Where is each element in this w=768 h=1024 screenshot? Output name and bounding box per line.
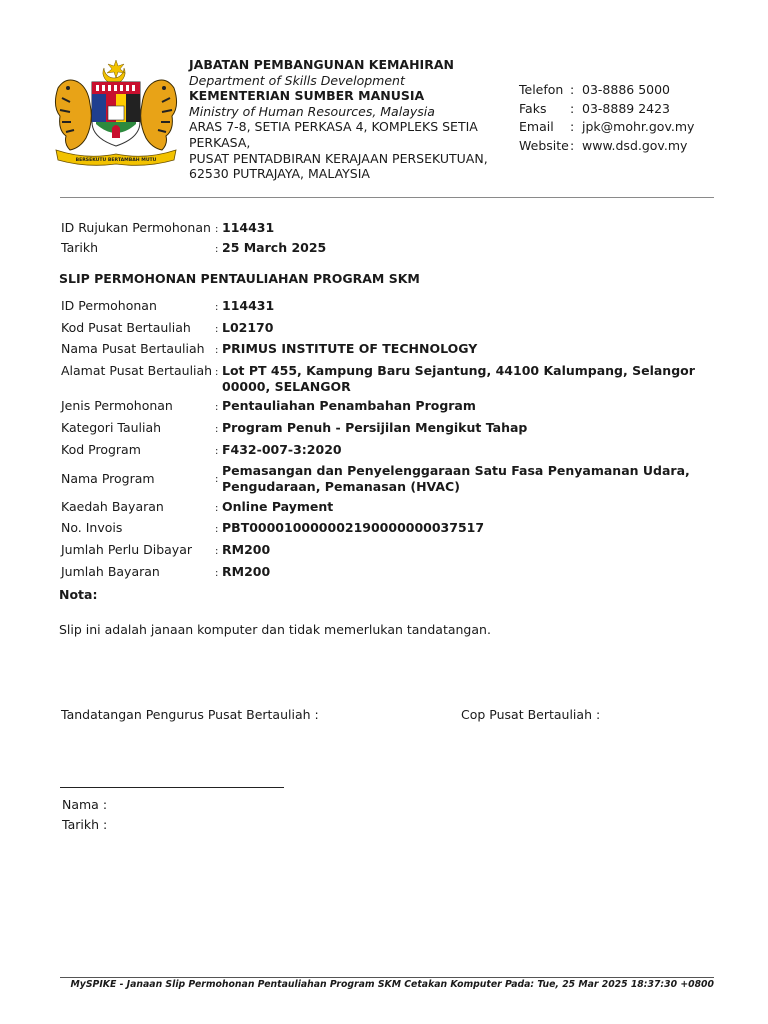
detail-row — [61, 363, 711, 395]
contact-label: Telefon — [519, 82, 564, 97]
contact-website — [519, 137, 759, 156]
slip-title: SLIP PERMOHONAN PENTAULIAHAN PROGRAM SKM — [59, 271, 420, 286]
contact-label: Faks — [519, 100, 547, 116]
field-value: 114431 — [222, 298, 275, 313]
organisation-block — [189, 57, 499, 182]
detail-row — [61, 398, 711, 416]
contact-separator: : — [570, 100, 575, 116]
field-label: Jenis Permohonan — [61, 398, 173, 414]
field-colon: : — [215, 524, 219, 536]
contact-label: Email — [519, 119, 554, 134]
field-label: Kategori Tauliah — [61, 419, 162, 435]
reference-row — [61, 220, 711, 240]
detail-row — [61, 463, 711, 495]
field-value: PRIMUS INSTITUTE OF TECHNOLOGY — [222, 341, 478, 357]
field-colon: : — [215, 474, 219, 486]
field-value: Pentauliahan Penambahan Program — [222, 398, 476, 414]
contact-value: 03-8889 2423 — [582, 100, 671, 116]
field-value: Online Payment — [222, 498, 334, 514]
field-value: RM200 — [222, 563, 271, 579]
contact-separator: : — [570, 82, 575, 97]
field-value: F432-007-3:2020 — [222, 441, 342, 457]
field-value: PBT000010000002190000000037517 — [222, 520, 485, 536]
field-colon: : — [215, 502, 219, 514]
detail-row — [61, 320, 711, 338]
detail-row — [61, 341, 711, 359]
address-line: ARAS 7-8, SETIA PERKASA 4, KOMPLEKS SETIA — [189, 119, 478, 135]
address-line: 62530 PUTRAJAYA, MALAYSIA — [189, 166, 370, 182]
nota-label: Nota: — [59, 587, 98, 602]
detail-row — [61, 298, 711, 316]
agency-name-en: Department of Skills Development — [189, 72, 405, 88]
field-label: Tarikh — [61, 239, 98, 255]
contact-email — [519, 118, 759, 137]
field-label: Jumlah Perlu Dibayar — [61, 541, 192, 557]
field-label: Kod Program — [61, 441, 141, 457]
signature-line — [60, 787, 284, 788]
contact-value: 03-8886 5000 — [582, 82, 671, 97]
field-label: ID Rujukan Permohonan — [61, 220, 211, 235]
detail-row — [61, 520, 711, 538]
ministry-name-en: Ministry of Human Resources, Malaysia — [189, 103, 435, 119]
detail-row — [61, 420, 711, 438]
field-colon: : — [215, 545, 219, 557]
field-label: ID Permohonan — [61, 298, 157, 313]
field-label: Alamat Pusat Bertauliah — [61, 362, 213, 378]
footer-divider — [60, 977, 714, 978]
field-label: Nama Pusat Bertauliah — [61, 341, 205, 357]
signature-name-label: Nama : — [62, 797, 108, 812]
field-value: 114431 — [222, 220, 275, 235]
field-label: Kaedah Bayaran — [61, 498, 164, 514]
signature-date-label: Tarikh : — [62, 817, 108, 832]
agency-name-ms: JABATAN PEMBANGUNAN KEMAHIRAN — [189, 57, 454, 72]
field-colon: : — [215, 366, 219, 378]
address-line: PUSAT PENTADBIRAN KERAJAAN PERSEKUTUAN, — [189, 150, 488, 166]
field-colon: : — [215, 323, 219, 335]
contact-separator: : — [570, 137, 575, 153]
header-divider — [60, 197, 714, 198]
field-value: Lot PT 455, Kampung Baru Sejantung, 44100 Kalumpang, Selangor 00000, SELANGOR — [222, 362, 695, 394]
detail-row — [61, 442, 711, 460]
field-value: Pemasangan dan Penyelenggaraan Satu Fasa Penyamanan Udara, Pengudaraan, Pemanasan (HVAC) — [222, 463, 690, 495]
stamp-label: Cop Pusat Bertauliah : — [461, 707, 601, 722]
contact-block — [519, 81, 759, 155]
ministry-name-ms: KEMENTERIAN SUMBER MANUSIA — [189, 88, 425, 104]
field-label: Jumlah Bayaran — [61, 563, 160, 579]
contact-value: jpk@mohr.gov.my — [582, 119, 695, 134]
field-value: RM200 — [222, 541, 271, 557]
detail-row — [61, 499, 711, 517]
footer-text: MySPIKE - Janaan Slip Permohonan Pentauliahan Program SKM Cetakan Komputer Pada: Tue, 25 Mar 2025 18:37:30 +0800 — [70, 979, 714, 990]
field-colon: : — [215, 402, 219, 414]
field-value: 25 March 2025 — [222, 239, 327, 255]
contact-value: www.dsd.gov.my — [582, 137, 688, 153]
field-colon: : — [215, 243, 219, 255]
field-label: Nama Program — [61, 471, 155, 487]
field-colon: : — [215, 302, 219, 313]
field-colon: : — [215, 345, 219, 357]
manager-signature-label: Tandatangan Pengurus Pusat Bertauliah : — [61, 707, 319, 722]
field-colon: : — [215, 445, 219, 457]
field-value: L02170 — [222, 319, 274, 335]
field-colon: : — [215, 423, 219, 435]
reference-row — [61, 240, 711, 260]
crest-motto: BERSEKUTU BERTAMBAH MUTU — [75, 158, 157, 163]
detail-row — [61, 564, 711, 582]
address-line: PERKASA, — [189, 134, 251, 150]
detail-row — [61, 542, 711, 560]
reference-block — [61, 220, 711, 259]
contact-label: Website — [519, 137, 569, 153]
field-label: Kod Pusat Bertauliah — [61, 319, 191, 335]
contact-faks — [519, 100, 759, 119]
field-colon: : — [215, 567, 219, 579]
field-label: No. Invois — [61, 520, 123, 536]
contact-telefon — [519, 81, 759, 100]
field-colon: : — [215, 224, 219, 235]
contact-separator: : — [570, 119, 575, 134]
signature-fields — [62, 795, 107, 835]
details-block — [61, 298, 711, 585]
malaysia-coat-of-arms-icon — [52, 58, 180, 170]
nota-text: Slip ini adalah janaan komputer dan tidak memerlukan tandatangan. — [59, 622, 491, 637]
field-value: Program Penuh - Persijilan Mengikut Tahap — [222, 419, 528, 435]
